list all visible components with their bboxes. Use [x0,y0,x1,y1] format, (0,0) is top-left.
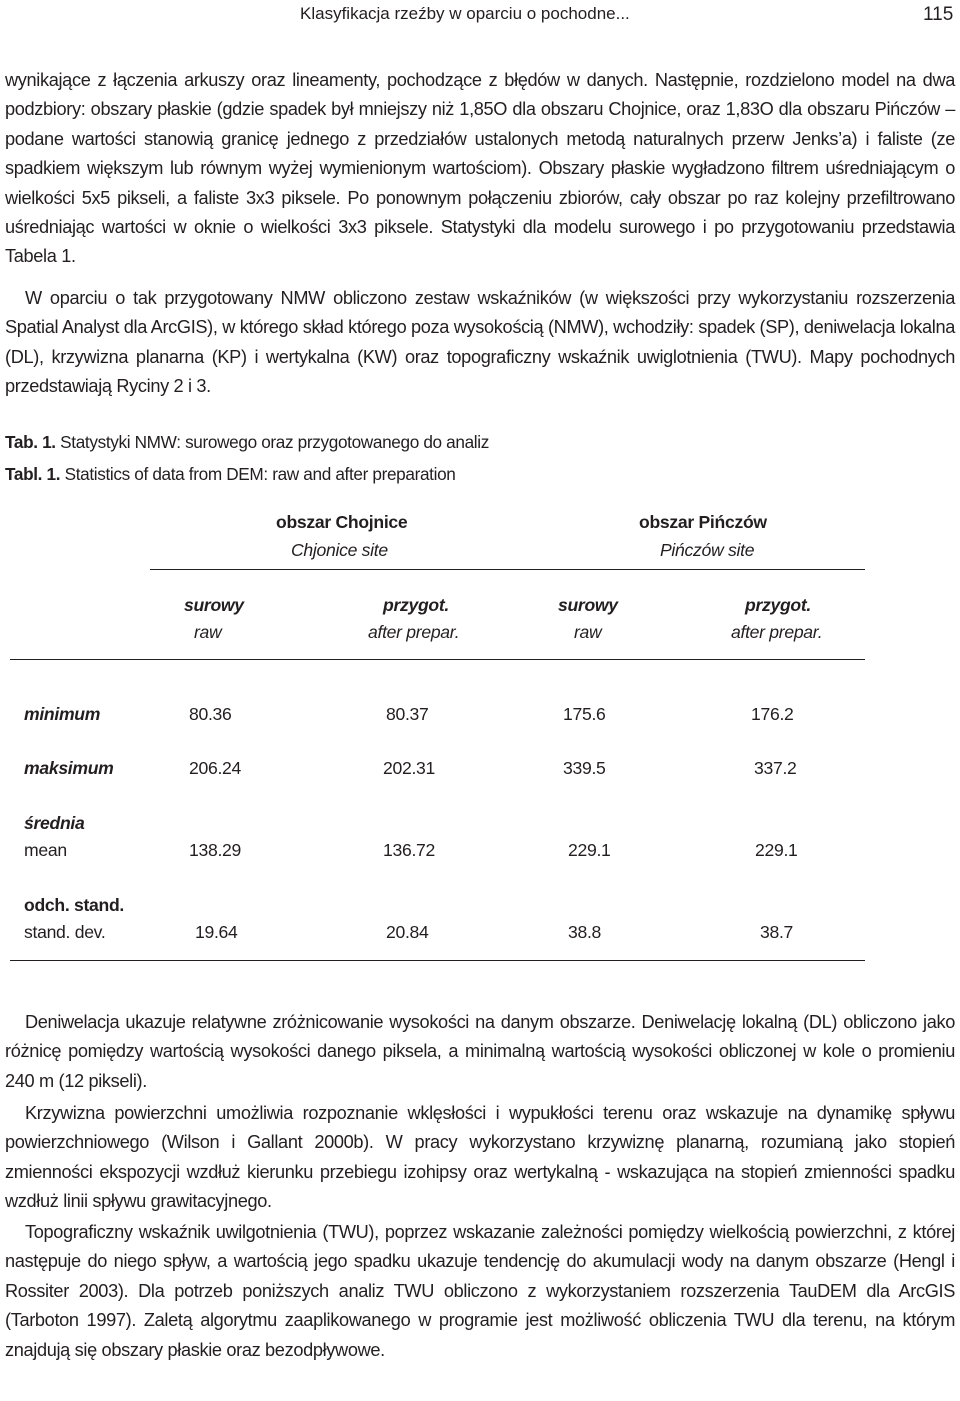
table-cell: 337.2 [754,758,797,778]
row-label: minimum [24,704,101,724]
caption-label: Tabl. 1. [5,464,61,484]
page-number: 115 [923,4,954,25]
table-cell: 202.31 [383,758,436,778]
table-cell: 19.64 [195,922,238,942]
column-header: przygot. [745,595,812,615]
table-cell: 339.5 [563,758,606,778]
table-cell: 38.8 [568,922,602,942]
header-rule [10,659,865,660]
body-paragraph: Krzywizna powierzchni umożliwia rozpoznanie wklęsłości i wypukłości terenu oraz wskazuje na dynamikę spływu powierzchniowego (Wilson i Gallant 2000b). W pracy wykorzystano krzywiznę planarną, rozumianą jako stopień zmienności ekspozycji wzdłuż kierunku przebiegu izohipsy oraz wertykalną - wskazująca na stopień zmienności spadku wzdłuż linii spływu grawitacyjnego. [5,1103,955,1212]
column-subheader: raw [194,622,222,642]
body-paragraph: W oparciu o tak przygotowany NMW obliczono zestaw wskaźników (w większości przy wykorzystaniu rozszerzenia Spatial Analyst dla ArcGIS), w którego skład którego poza wysokością (NMW), wchodziły: spadek (SP), deniwelacja lokalna (DL), krzywizna planarna (KP) i wertykalna (KW) oraz topograficzny wskaźnik uwiglotnienia (TWU). Mapy pochodnych przedstawiają Ryciny 2 i 3. [5,288,955,397]
caption-text: Statistics of data from DEM: raw and after preparation [64,464,456,484]
row-label: średnia [24,813,85,833]
group-subtitle-chojnice: Chjonice site [291,540,388,560]
table-cell: 175.6 [563,704,606,724]
body-paragraph: wynikające z łączenia arkuszy oraz lineamenty, pochodzące z błędów w danych. Następnie, rozdzielono model na dwa podzbiory: obszary płaskie (gdzie spadek był mniejszy niż 1,85O dla obszaru Chojnice, oraz 1,83O dla obszaru Pińczów – podane wartości stanowią granicę jednego z przedziałów ustalonych metodą naturalnych przerw Jenks’a) i faliste (ze spadkiem większym lub równym wyżej wymienionym wartościom). Obszary płaskie wygładzono filtrem uśredniającym o wielkości 5x5 pikseli, a faliste 3x3 piksele. Po ponownym połączeniu zbiorów, cały obszar po raz kolejny przefiltrowano uśredniając wartości w oknie o wielkości 3x3 piksele. Statystyki dla modelu surowego i po przygotowaniu przedstawia Tabela 1. [5,70,955,267]
table-cell: 80.37 [386,704,429,724]
row-label: odch. stand. [24,895,125,915]
table-caption-pl [5,432,489,453]
table-cell: 38.7 [760,922,794,942]
body-paragraph: Topograficzny wskaźnik uwilgotnienia (TWU), poprzez wskazanie zależności pomiędzy wielkością powierzchni, z której następuje do niego spływ, a wartością jego spadku ukazuje tendencję do akumulacji wody na danym obszarze (Hengl i Rossiter 2003). Dla potrzeb poniższych analiz TWU obliczono z wykorzystaniem rozszerzenia TauDEM dla ArcGIS (Tarboton 1997). Zaletą algorytmu zaaplikowanego w programie jest możliwość obliczenia TWU dla terenu, na którym znajdują się obszary płaskie oraz bezodpływowe. [5,1222,955,1360]
group-title-chojnice: obszar Chojnice [276,512,408,532]
table-bottom-rule [10,960,865,961]
column-subheader: after prepar. [731,622,823,642]
table-cell: 229.1 [568,840,611,860]
row-label: maksimum [24,758,114,778]
column-subheader: after prepar. [368,622,460,642]
body-paragraph: Deniwelacja ukazuje relatywne zróżnicowanie wysokości na danym obszarze. Deniwelację lokalną (DL) obliczono jako różnicę pomiędzy wartością wysokości danego piksela, a minimalną wartością wysokości obliczonej w kole o promieniu 240 m (12 pikseli). [5,1012,955,1091]
table-caption-en [5,464,456,485]
column-subheader: raw [574,622,602,642]
caption-text: Statystyki NMW: surowego oraz przygotowanego do analiz [60,432,489,452]
table-cell: 20.84 [386,922,429,942]
column-header: surowy [184,595,244,615]
column-header: przygot. [383,595,450,615]
column-header: surowy [558,595,618,615]
table-cell: 176.2 [751,704,794,724]
group-title-pinczow: obszar Pińczów [639,512,767,532]
table-cell: 229.1 [755,840,798,860]
running-title: Klasyfikacja rzeźby w oparciu o pochodne... [300,4,630,23]
table-cell: 206.24 [189,758,242,778]
caption-label: Tab. 1. [5,432,56,452]
table-cell: 136.72 [383,840,436,860]
row-label-en: stand. dev. [24,922,106,942]
group-rule [150,569,865,570]
table-cell: 80.36 [189,704,232,724]
row-label-en: mean [24,840,67,860]
table-cell: 138.29 [189,840,242,860]
group-subtitle-pinczow: Pińczów site [660,540,755,560]
